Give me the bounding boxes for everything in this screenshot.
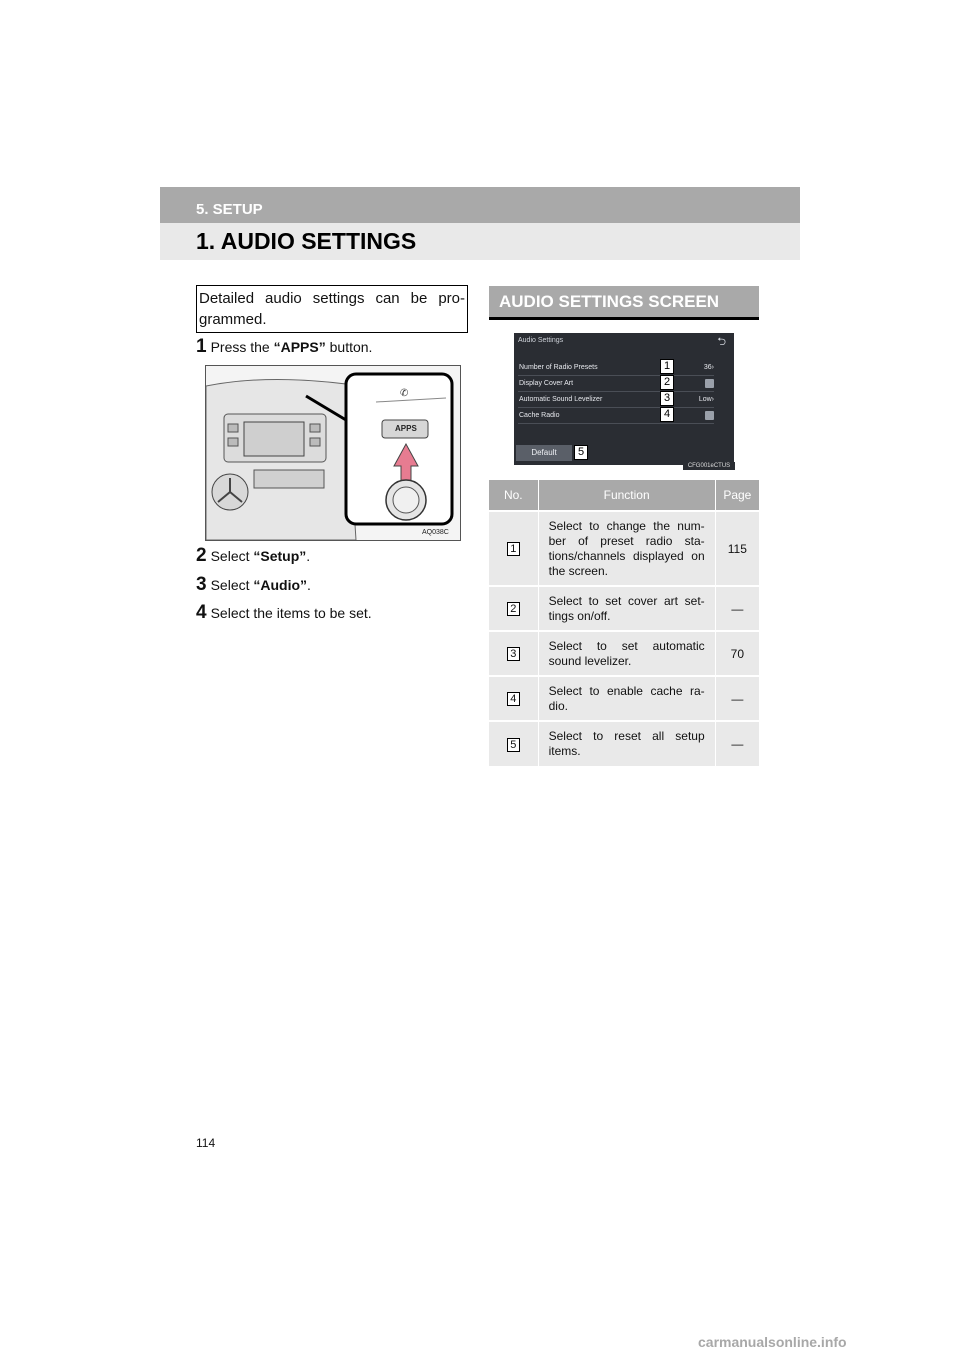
table-row [489, 631, 759, 676]
column-header-no: No. [489, 480, 538, 511]
column-header-page: Page [715, 480, 759, 511]
screen-row-value: 36› [703, 364, 714, 371]
apps-button-label: APPS [395, 424, 417, 433]
screen-section-heading-text: AUDIO SETTINGS SCREEN [499, 292, 720, 311]
step-number: 3 [196, 574, 207, 595]
row-number-box: 3 [507, 647, 520, 661]
screen-row-label: Display Cover Art [519, 380, 574, 387]
row-function: Select to set cover art set-tings on/off. [538, 586, 715, 631]
step-text-end: . [306, 548, 311, 564]
callout-5: 5 [574, 445, 588, 460]
screen-row-sound-levelizer[interactable] [518, 393, 714, 408]
row-page: 70 [715, 631, 759, 676]
step-4 [196, 602, 372, 624]
step-text: Select [210, 548, 254, 564]
screen-row-cache-radio[interactable] [518, 409, 714, 424]
callout-1: 1 [660, 359, 674, 374]
table-row [489, 721, 759, 766]
row-function: Select to change the num-ber of preset radio sta-tions/channels displayed on the screen. [538, 511, 715, 586]
callout-4: 4 [660, 407, 674, 422]
apps-button-illustration [205, 365, 461, 541]
step-text: Select [210, 577, 254, 593]
row-number-box: 4 [507, 692, 520, 706]
table-row [489, 676, 759, 721]
row-page: 115 [715, 511, 759, 586]
row-page: — [715, 676, 759, 721]
row-function: Select to enable cache ra-dio. [538, 676, 715, 721]
table-row [489, 511, 759, 586]
table-row [489, 586, 759, 631]
row-number-cell [489, 631, 538, 676]
step-number: 1 [196, 336, 207, 357]
screen-row-value: Low› [698, 396, 714, 403]
row-number-box: 2 [507, 602, 520, 616]
page-number: 114 [196, 1136, 216, 1150]
watermark: carmanualsonline.info [698, 1334, 847, 1350]
callout-3: 3 [660, 391, 674, 406]
step-text-end: button. [325, 339, 373, 355]
checkbox-icon[interactable] [705, 411, 714, 420]
row-page: — [715, 721, 759, 766]
screen-row-label: Number of Radio Presets [519, 364, 598, 371]
column-header-function: Function [538, 480, 715, 511]
screen-row-label: Cache Radio [519, 412, 560, 419]
row-function: Select to reset all setup items. [538, 721, 715, 766]
step-text: Select the items to be set. [210, 605, 372, 621]
step-number: 2 [196, 545, 207, 566]
row-function: Select to set automatic sound levelizer. [538, 631, 715, 676]
screen-row-cover-art[interactable] [518, 377, 714, 392]
function-table [489, 480, 759, 766]
default-button[interactable]: Default [516, 445, 572, 461]
back-arrow-icon[interactable]: ⮌ [717, 336, 726, 348]
screen-section-heading [489, 286, 759, 320]
page-title: 1. AUDIO SETTINGS [196, 228, 417, 254]
step-keyword: “Setup” [253, 548, 307, 564]
svg-text:✆: ✆ [400, 388, 409, 399]
step-text: Press the [210, 339, 274, 355]
screen-row-label: Automatic Sound Levelizer [519, 396, 603, 403]
screen-row-radio-presets[interactable] [518, 361, 714, 376]
dashboard-drawing [206, 366, 460, 540]
table-header-row [489, 480, 759, 511]
step-1 [196, 336, 372, 358]
intro-box: Detailed audio settings can be pro-grammed. [196, 285, 468, 333]
step-number: 4 [196, 602, 207, 623]
row-number-box: 5 [507, 738, 520, 752]
step-2 [196, 545, 310, 567]
section-label: 5. SETUP [196, 201, 263, 218]
callout-2: 2 [660, 375, 674, 390]
row-number-box: 1 [507, 542, 520, 556]
screen-code: CFG001eCTUS [683, 462, 735, 470]
checkbox-icon[interactable] [705, 379, 714, 388]
row-number-cell [489, 511, 538, 586]
step-text-end: . [307, 577, 311, 593]
row-page: — [715, 586, 759, 631]
step-keyword: “Audio” [253, 577, 308, 593]
row-number-cell [489, 721, 538, 766]
row-number-cell [489, 676, 538, 721]
illustration-code: AQ038C [422, 529, 449, 536]
audio-settings-screen [514, 333, 734, 465]
step-keyword: “APPS” [273, 339, 326, 355]
screen-title: Audio Settings [518, 337, 564, 344]
step-3 [196, 574, 311, 596]
row-number-cell [489, 586, 538, 631]
